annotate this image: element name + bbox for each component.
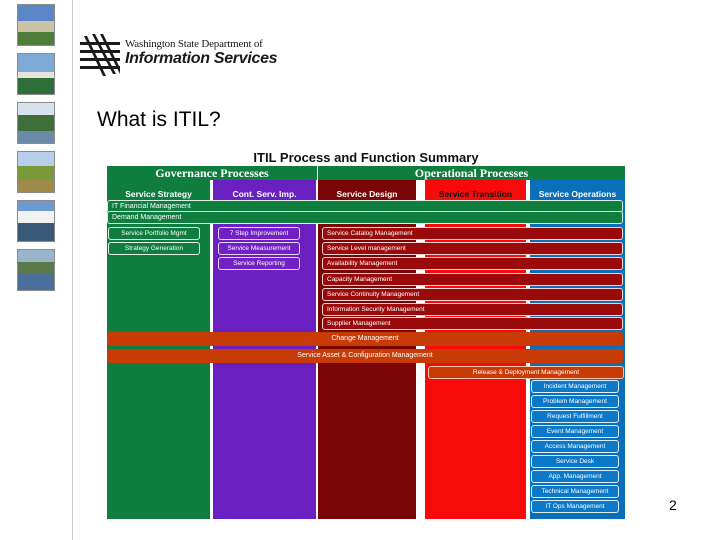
strategy-item: Service Portfolio Mgmt	[108, 227, 200, 240]
design-item: Service Catalog Management	[322, 227, 623, 240]
diagram-title: ITIL Process and Function Summary	[253, 150, 479, 165]
transition-wide-bar: Change Management	[107, 332, 623, 346]
operations-item: Incident Management	[531, 380, 619, 393]
page-number: 2	[669, 497, 677, 513]
river-valley-photo	[17, 249, 55, 291]
csi-item: Service Measurement	[218, 242, 300, 255]
design-item: Service Continuity Management	[322, 288, 623, 301]
logo-line2: Information Services	[125, 50, 278, 67]
csi-item: 7 Step Improvement	[218, 227, 300, 240]
operations-item: IT Ops Management	[531, 500, 619, 513]
transition-wide-bar: Service Asset & Configuration Management	[107, 349, 623, 363]
operations-item: Technical Management	[531, 485, 619, 498]
csi-item: Service Reporting	[218, 257, 300, 270]
design-item: Availability Management	[322, 257, 623, 270]
logo-line1: Washington State Department of	[125, 38, 263, 50]
design-item: Supplier Management	[322, 317, 623, 330]
transition-item: Release & Deployment Management	[428, 366, 624, 379]
operations-item: Request Fulfillment	[531, 410, 619, 423]
operations-item: Service Desk	[531, 455, 619, 468]
sidebar-divider	[72, 0, 73, 540]
photo-sidebar	[0, 0, 72, 540]
operations-item: App. Management	[531, 470, 619, 483]
design-item: Information Security Management	[322, 303, 623, 316]
operational-header: Operational Processes	[318, 166, 625, 180]
dis-logo-mark-icon	[78, 32, 122, 78]
operations-item: Event Management	[531, 425, 619, 438]
governance-header: Governance Processes	[107, 166, 317, 180]
farmland-photo	[17, 151, 55, 193]
operations-item: Access Management	[531, 440, 619, 453]
lighthouse-photo	[17, 53, 55, 95]
wide-row-demand: Demand Management	[107, 211, 623, 224]
col-header-service-strategy: Service Strategy	[125, 189, 192, 199]
wide-row-it-financial: IT Financial Management	[107, 200, 623, 213]
col-header-cont-serv-imp: Cont. Serv. Imp.	[232, 189, 297, 199]
dis-logo	[78, 30, 278, 82]
col-header-service-transition: Service Transition	[438, 189, 513, 199]
design-item: Capacity Management	[322, 273, 623, 286]
itil-diagram	[107, 150, 625, 520]
capitol-photo	[17, 4, 55, 46]
col-header-service-design: Service Design	[336, 189, 398, 199]
mount-rainier-photo	[17, 200, 55, 242]
col-header-service-operations: Service Operations	[538, 189, 617, 199]
mountain-lake-photo	[17, 102, 55, 144]
strategy-item: Strategy Generation	[108, 242, 200, 255]
operations-item: Problem Management	[531, 395, 619, 408]
page-title: What is ITIL?	[97, 108, 221, 131]
design-item: Service Level management	[322, 242, 623, 255]
